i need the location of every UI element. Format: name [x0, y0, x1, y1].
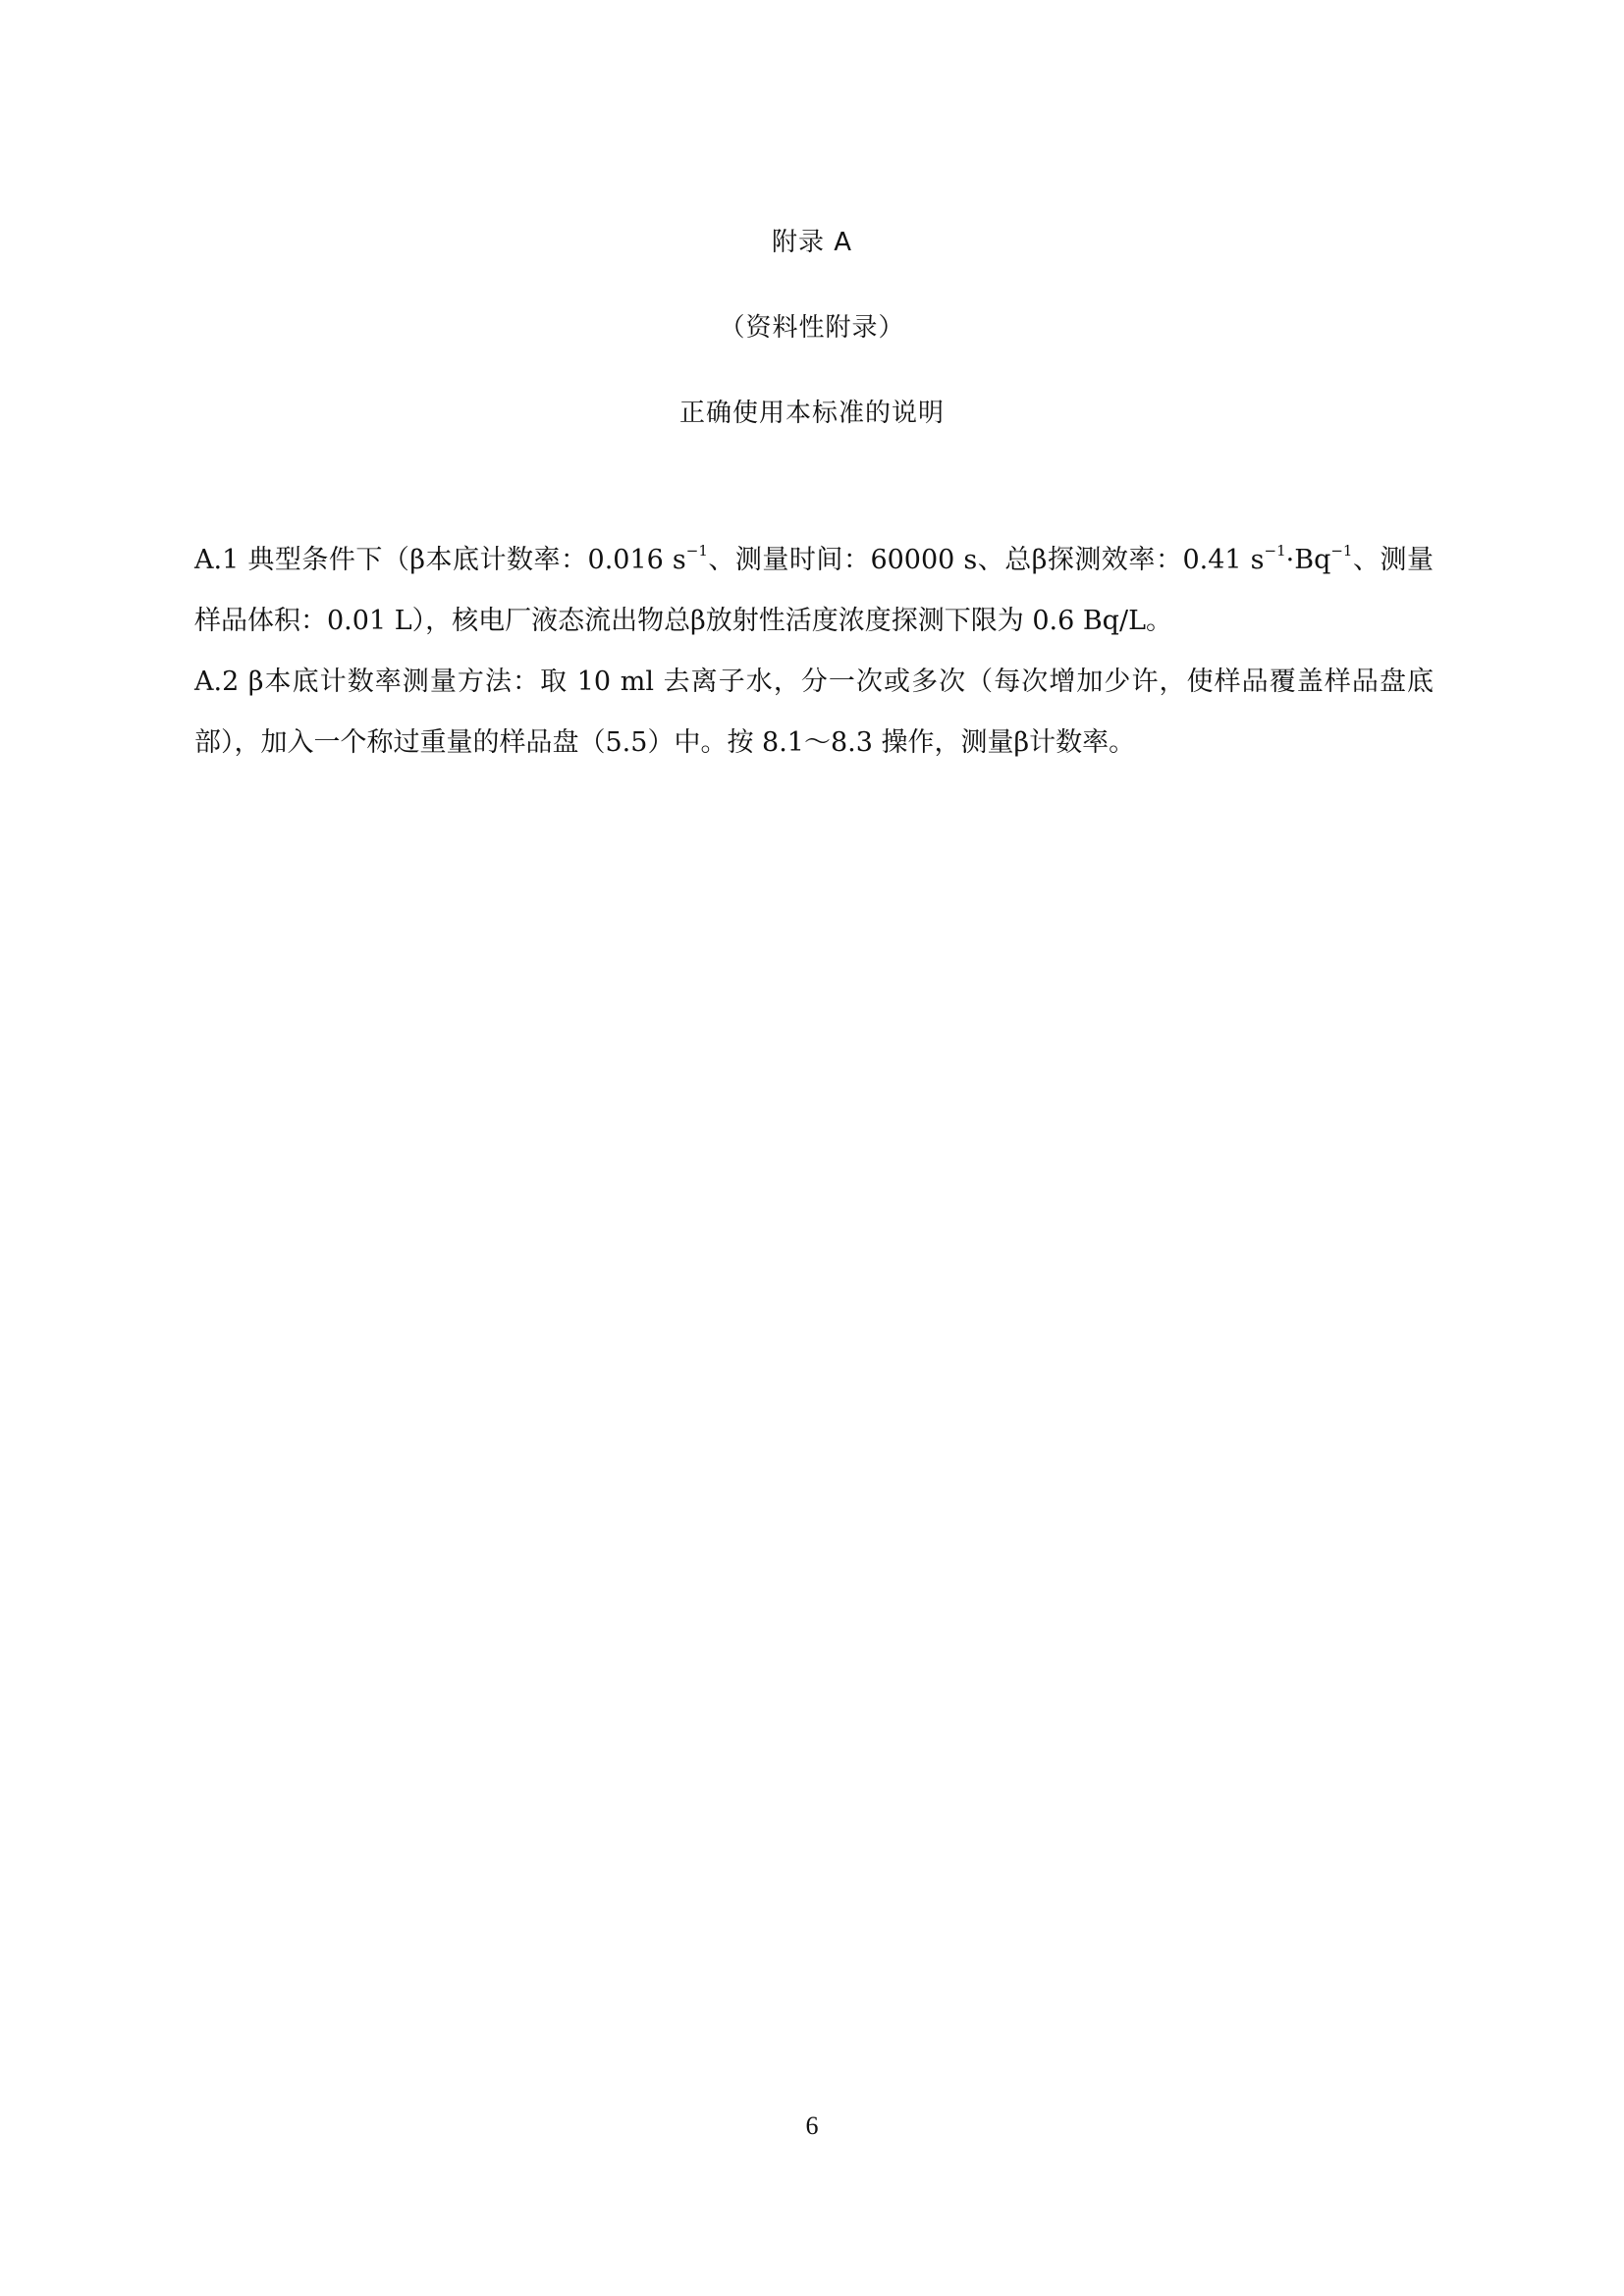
body-text [194, 530, 1434, 774]
a1-superscript-3: −1 [1330, 542, 1353, 560]
a1-superscript-2: −1 [1264, 542, 1286, 560]
paragraph-a2: A.2 β本底计数率测量方法：取 10 ml 去离子水，分一次或多次（每次增加少许，使样品覆盖样品盘底部），加入一个称过重量的样品盘（5.5）中。按 8.1～8.3 操作，测量β计数率。 [194, 667, 1434, 758]
appendix-type: （资料性附录） [719, 313, 905, 343]
paragraph-a1 [194, 530, 1434, 652]
a1-text-part3: ·Bq [1285, 545, 1331, 575]
appendix-title: 正确使用本标准的说明 [678, 399, 945, 428]
page-number: 6 [805, 2111, 819, 2140]
appendix-label: 附录 A [771, 228, 853, 257]
a1-text-part1: A.1 典型条件下（β本底计数率：0.016 s [194, 545, 686, 575]
a1-superscript-1: −1 [685, 542, 708, 560]
a1-text-part2: 、测量时间：60000 s、总β探测效率：0.41 s [707, 545, 1265, 575]
a1-text-part4: 、测量样品体积：0.01 L），核电厂液态流出物总β放射性活度浓度探测下限为 0.6 Bq/L。 [194, 545, 1435, 636]
